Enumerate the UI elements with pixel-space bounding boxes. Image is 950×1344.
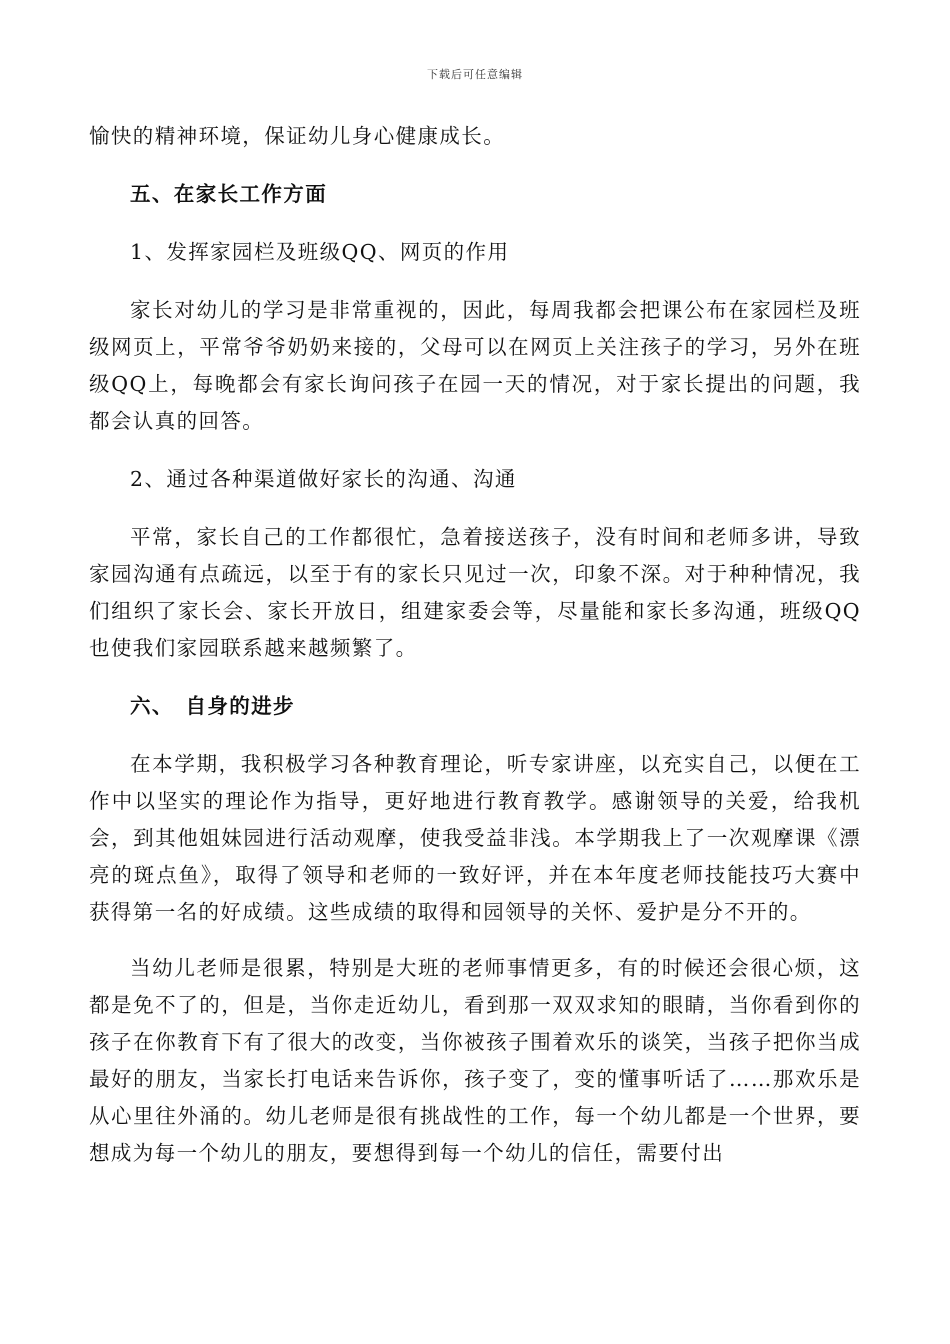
- paragraph-parent-attention: 家长对幼儿的学习是非常重视的，因此，每周我都会把课公布在家园栏及班级网页上，平常爷爷奶奶来接的，父母可以在网页上关注孩子的学习，另外在班级QQ上，每晚都会有家长询问孩子在园一天的情况，对于家长提出的问题，我都会认真的回答。: [89, 298, 861, 433]
- page-header-note: 下载后可任意编辑: [427, 68, 523, 81]
- section-heading-self-progress: 六、 自身的进步: [130, 694, 295, 718]
- subheading-home-school-board: 1、发挥家园栏及班级QQ、网页的作用: [130, 240, 510, 264]
- section-heading-parent-work: 五、在家长工作方面: [130, 182, 328, 206]
- paragraph-parent-communication: 平常，家长自己的工作都很忙，急着接送孩子，没有时间和老师多讲，导致家园沟通有点疏远，以至于有的家长只见过一次，印象不深。对于种种情况，我们组织了家长会、家长开放日，组建家委会等，尽量能和家长多沟通，班级QQ也使我们家园联系越来越频繁了。: [89, 525, 861, 660]
- paragraph-teacher-reflection: 当幼儿老师是很累，特别是大班的老师事情更多，有的时候还会很心烦，这都是免不了的，但是，当你走近幼儿，看到那一双双求知的眼睛，当你看到你的孩子在你教育下有了很大的改变，当你被孩子围着欢乐的谈笑，当孩子把你当成最好的朋友，当家长打电话来告诉你，孩子变了，变的懂事听话了……那欢乐是从心里往外涌的。幼儿老师是很有挑战性的工作，每一个幼儿都是一个世界，要想成为每一个幼儿的朋友，要想得到每一个幼儿的信任，需要付出: [89, 956, 861, 1165]
- paragraph-continuation: 愉快的精神环境，保证幼儿身心健康成长。: [89, 124, 506, 148]
- document-body: [89, 118, 861, 1172]
- paragraph-self-learning: 在本学期，我积极学习各种教育理论，听专家讲座，以充实自己，以便在工作中以坚实的理论作为指导，更好地进行教育教学。感谢领导的关爱，给我机会，到其他姐妹园进行活动观摩，使我受益非浅。本学期我上了一次观摩课《漂亮的斑点鱼》，取得了领导和老师的一致好评，并在本年度老师技能技巧大赛中获得第一名的好成绩。这些成绩的取得和园领导的关怀、爱护是分不开的。: [89, 752, 861, 924]
- subheading-communication-channels: 2、通过各种渠道做好家长的沟通、沟通: [130, 467, 517, 491]
